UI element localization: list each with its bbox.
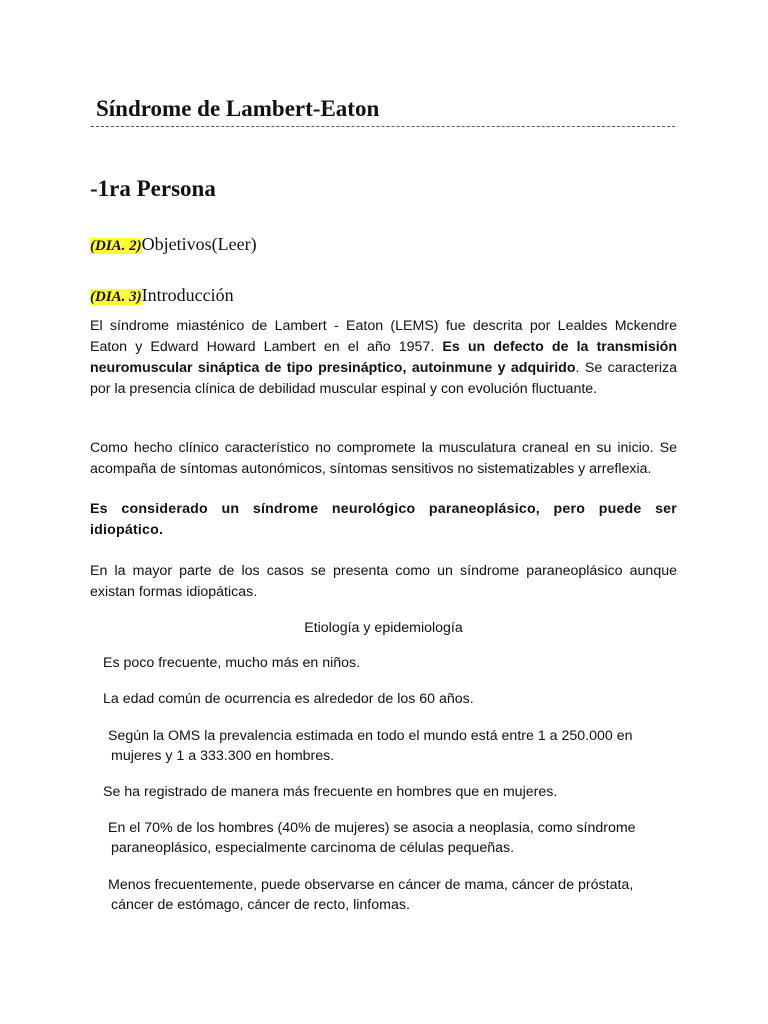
list-item: Se ha registrado de manera más frecuente en hombres que en mujeres. — [103, 784, 558, 800]
page-title: Síndrome de Lambert-Eaton — [96, 96, 380, 121]
intro-p1-bold: Es un defecto de la transmisión neuromuscular sináptica de tipo presináptico, autoinmune y adquirido — [90, 339, 677, 376]
dashed-divider — [91, 126, 675, 127]
person-heading: -1ra Persona — [90, 176, 216, 201]
objectives-label: Objetivos(Leer) — [141, 234, 257, 254]
introduction-row — [90, 283, 234, 309]
list-item-line-1: Según la OMS la prevalencia estimada en todo el mundo está entre 1 a 250.000 en — [108, 728, 633, 744]
section-title: Etiología y epidemiología — [304, 620, 463, 636]
list-item: Es poco frecuente, mucho más en niños. — [103, 655, 361, 671]
list-item: La edad común de ocurrencia es alrededor de los 60 años. — [103, 691, 474, 707]
objectives-row — [90, 232, 257, 258]
list-item-line-2: mujeres y 1 a 333.300 en hombres. — [111, 748, 335, 764]
intro-p1-text-a: El síndrome miasténico de Lambert - Eaton (LEMS) fue descrita por Lealdes Mckendre Eaton y Edward Howard Lambert en el año 1957. — [90, 318, 677, 355]
intro-paragraph-3: Es considerado un síndrome neurológico paraneoplásico, pero puede ser idiopático. — [90, 501, 677, 538]
intro-paragraph-1 — [90, 316, 677, 400]
list-item — [108, 875, 678, 915]
intro-paragraph-2: Como hecho clínico característico no compromete la musculatura craneal en su inicio. Se acompaña de síntomas autonómicos, síntomas sensitivos no sistematizables y arreflexia. — [90, 440, 677, 477]
list-item-line-2: cáncer de estómago, cáncer de recto, linfomas. — [111, 897, 410, 913]
list-item-line-2: paraneoplásico, especialmente carcinoma de células pequeñas. — [111, 840, 515, 856]
list-item-line-1: Menos frecuentemente, puede observarse en cáncer de mama, cáncer de próstata, — [108, 877, 634, 893]
slide-tag-2: (DIA. 2) — [90, 238, 142, 254]
intro-paragraph-4: En la mayor parte de los casos se presenta como un síndrome paraneoplásico aunque existan formas idiopáticas. — [90, 563, 677, 600]
list-item — [108, 726, 678, 766]
list-item — [108, 818, 678, 858]
list-item-line-1: En el 70% de los hombres (40% de mujeres) se asocia a neoplasia, como síndrome — [108, 820, 636, 836]
intro-p1-text-b: . Se caracteriza por la presencia clínica de debilidad muscular espinal y con evolución fluctuante. — [90, 360, 677, 397]
introduction-label: Introducción — [141, 285, 234, 305]
slide-tag-3: (DIA. 3) — [90, 289, 142, 305]
